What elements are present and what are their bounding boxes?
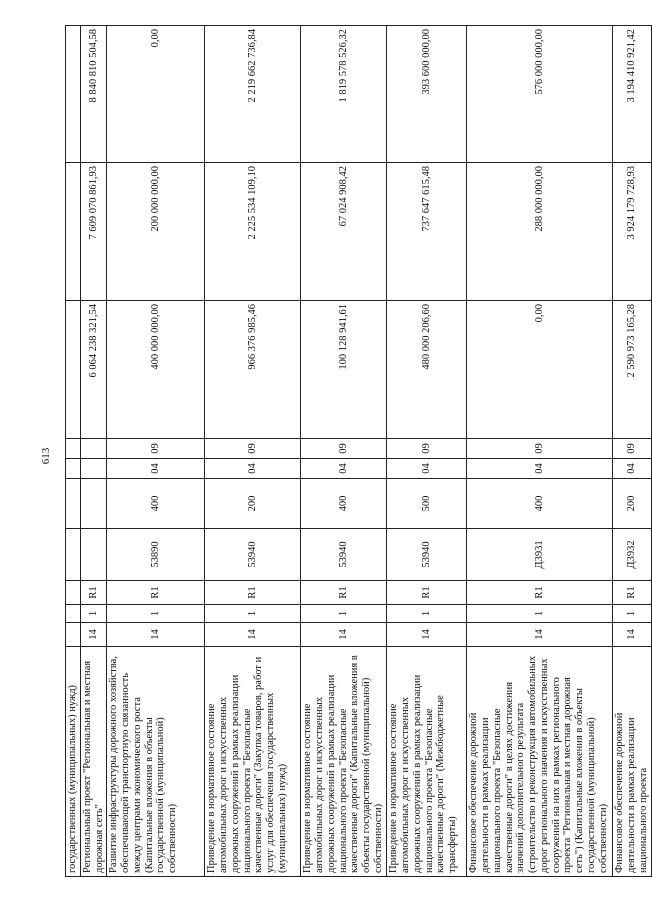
table-body xyxy=(66,26,652,877)
row-code-6: 04 xyxy=(301,459,387,479)
row-amount-1: 6 064 238 321,54 xyxy=(80,301,107,439)
row-code-6: 04 xyxy=(613,459,651,479)
row-name: Развитие инфраструктуры дорожного хозяйства, обеспечивающей транспортную связанность между центрами экономического роста (Капитальные вложения в объекты государственной (муниципальной) собственности) xyxy=(107,647,205,877)
row-code-3: R1 xyxy=(205,581,301,605)
row-code-7: 09 xyxy=(387,439,467,459)
row-code-3 xyxy=(66,581,81,605)
row-code-2: 1 xyxy=(387,605,467,623)
row-code-4: 53940 xyxy=(387,529,467,581)
row-amount-3: 576 000 000,00 xyxy=(467,26,613,163)
row-name: Финансовое обеспечение дорожной деятельности в рамках реализации национального проекта xyxy=(613,647,651,877)
page-number: 613 xyxy=(40,447,52,465)
row-code-7: 09 xyxy=(205,439,301,459)
budget-table xyxy=(65,25,652,877)
row-code-2: 1 xyxy=(467,605,613,623)
row-amount-1 xyxy=(66,301,81,439)
row-code-1: 14 xyxy=(107,623,205,647)
row-code-7 xyxy=(66,439,81,459)
table-row xyxy=(387,26,467,877)
row-amount-3: 393 600 000,00 xyxy=(387,26,467,163)
row-code-6: 04 xyxy=(205,459,301,479)
row-amount-1: 480 000 206,60 xyxy=(387,301,467,439)
table-row xyxy=(613,26,651,877)
row-code-4: 53940 xyxy=(301,529,387,581)
row-code-2: 1 xyxy=(107,605,205,623)
row-amount-1: 966 376 985,46 xyxy=(205,301,301,439)
row-code-1 xyxy=(66,623,81,647)
row-code-2: 1 xyxy=(205,605,301,623)
row-code-5: 200 xyxy=(205,479,301,529)
row-code-4: Д3931 xyxy=(467,529,613,581)
row-amount-3: 0,00 xyxy=(107,26,205,163)
row-amount-2: 67 024 908,42 xyxy=(301,163,387,301)
table-row xyxy=(467,26,613,877)
row-code-3: R1 xyxy=(387,581,467,605)
row-amount-3: 1 819 578 526,32 xyxy=(301,26,387,163)
table-row xyxy=(66,26,81,877)
row-code-1: 14 xyxy=(301,623,387,647)
row-code-3: R1 xyxy=(301,581,387,605)
row-amount-2: 200 000 000,00 xyxy=(107,163,205,301)
row-code-7 xyxy=(80,439,107,459)
row-code-4 xyxy=(66,529,81,581)
row-amount-1: 0,00 xyxy=(467,301,613,439)
row-amount-2 xyxy=(66,163,81,301)
row-code-3: R1 xyxy=(107,581,205,605)
row-code-7: 09 xyxy=(613,439,651,459)
row-amount-3 xyxy=(66,26,81,163)
row-code-2: 1 xyxy=(301,605,387,623)
row-code-7: 09 xyxy=(107,439,205,459)
row-code-1: 14 xyxy=(467,623,613,647)
row-code-5: 400 xyxy=(467,479,613,529)
row-code-4: 53940 xyxy=(205,529,301,581)
row-code-4: 53890 xyxy=(107,529,205,581)
row-amount-3: 2 219 662 736,84 xyxy=(205,26,301,163)
row-code-2: 1 xyxy=(80,605,107,623)
row-code-3: R1 xyxy=(613,581,651,605)
row-code-4: Д3932 xyxy=(613,529,651,581)
row-amount-1: 100 128 941,61 xyxy=(301,301,387,439)
row-amount-2: 288 000 000,00 xyxy=(467,163,613,301)
row-code-1: 14 xyxy=(387,623,467,647)
row-amount-1: 2 590 973 165,28 xyxy=(613,301,651,439)
row-amount-3: 3 194 410 921,42 xyxy=(613,26,651,163)
row-code-5: 200 xyxy=(613,479,651,529)
row-name: Финансовое обеспечение дорожной деятельности в рамках реализации национального проекта "Безопасные качественные дороги" в целях достижения значений дополнительного результата (строительство и реконструкция автомобильных дорог регионального значения и искусственных сооружений на них в рамках регионального проекта "Региональная и местная дорожная сеть") (Капитальные вложения в объекты государственной (муниципальной) собственности) xyxy=(467,647,613,877)
row-code-6 xyxy=(80,459,107,479)
row-code-5 xyxy=(66,479,81,529)
row-amount-2: 2 225 534 109,10 xyxy=(205,163,301,301)
row-amount-2: 737 647 615,48 xyxy=(387,163,467,301)
row-amount-1: 400 000 000,00 xyxy=(107,301,205,439)
row-code-5 xyxy=(80,479,107,529)
row-name: Приведение в нормативное состояние автомобильных дорог и искусственных дорожных сооружений в рамках реализации национального проекта "Безопасные качественные дороги" (Капитальные вложения в объекты государственной (муниципальной) собственности) xyxy=(301,647,387,877)
row-code-1: 14 xyxy=(613,623,651,647)
row-code-3: R1 xyxy=(467,581,613,605)
table-row xyxy=(107,26,205,877)
table-row xyxy=(205,26,301,877)
row-code-1: 14 xyxy=(205,623,301,647)
row-code-7: 09 xyxy=(467,439,613,459)
row-code-2 xyxy=(66,605,81,623)
row-code-7: 09 xyxy=(301,439,387,459)
row-name: Приведение в нормативное состояние автомобильных дорог и искусственных дорожных сооружений в рамках реализации национального проекта "Безопасные качественные дороги" (Межбюджетные трансферты) xyxy=(387,647,467,877)
row-amount-2: 7 609 070 861,93 xyxy=(80,163,107,301)
row-amount-2: 3 924 179 728,93 xyxy=(613,163,651,301)
row-code-4 xyxy=(80,529,107,581)
row-amount-3: 8 840 810 504,58 xyxy=(80,26,107,163)
row-code-6 xyxy=(66,459,81,479)
row-name: Региональный проект "Региональная и местная дорожная сеть" xyxy=(80,647,107,877)
row-code-1: 14 xyxy=(80,623,107,647)
row-code-5: 400 xyxy=(301,479,387,529)
row-code-3: R1 xyxy=(80,581,107,605)
row-code-5: 500 xyxy=(387,479,467,529)
row-name: Приведение в нормативное состояние автомобильных дорог и искусственных дорожных сооружений в рамках реализации национального проекта "Безопасные качественные дороги" (Закупка товаров, работ и услуг для обеспечения государственных (муниципальных) нужд) xyxy=(205,647,301,877)
row-code-6: 04 xyxy=(107,459,205,479)
row-code-5: 400 xyxy=(107,479,205,529)
table-row xyxy=(80,26,107,877)
row-name: государственных (муниципальных) нужд) xyxy=(66,647,81,877)
table-row xyxy=(301,26,387,877)
row-code-6: 04 xyxy=(467,459,613,479)
budget-table-rotated xyxy=(65,26,649,877)
row-code-6: 04 xyxy=(387,459,467,479)
row-code-2: 1 xyxy=(613,605,651,623)
